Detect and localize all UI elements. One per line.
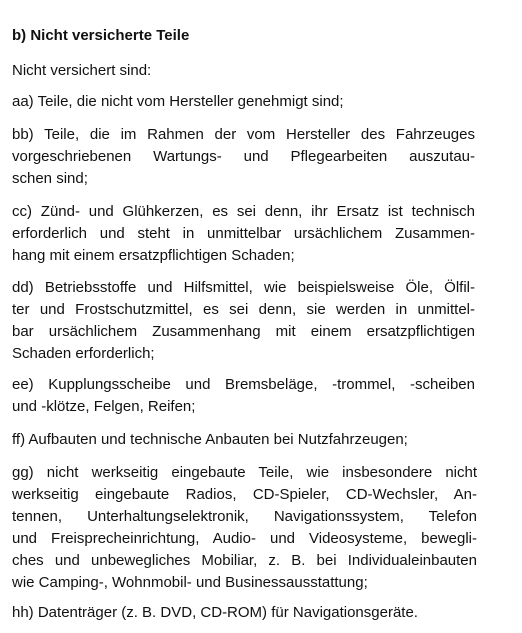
item-line: hh) Datenträger (z. B. DVD, CD-ROM) für Navigationsgeräte.	[12, 604, 418, 621]
item-line: dd) Betriebsstoffe und Hilfsmittel, wie beispielsweise Öle, Ölfil-	[12, 279, 475, 296]
item-line: vorgeschriebenen Wartungs- und Pflegearbeiten auszutau-	[12, 148, 475, 165]
item-line: tennen, Unterhaltungselektronik, Navigationssystem, Telefon	[12, 508, 477, 525]
item-line: Schaden erforderlich;	[12, 345, 155, 362]
intro-line: Nicht versichert sind:	[12, 62, 152, 79]
item-line: werkseitig eingebaute Radios, CD-Spieler, CD-Wechsler, An-	[12, 486, 477, 503]
item-line: und Freisprecheinrichtung, Audio- und Videosysteme, bewegli-	[12, 530, 477, 547]
item-line: ff) Aufbauten und technische Anbauten bei Nutzfahrzeugen;	[12, 431, 408, 448]
item-line: bb) Teile, die im Rahmen der vom Hersteller des Fahrzeuges	[12, 126, 475, 143]
section-heading: b) Nicht versicherte Teile	[12, 27, 190, 44]
item-line: aa) Teile, die nicht vom Hersteller genehmigt sind;	[12, 93, 344, 110]
item-line: hang mit einem ersatzpflichtigen Schaden;	[12, 247, 295, 264]
item-line: ches und unbewegliches Mobiliar, z. B. bei Individualeinbauten	[12, 552, 477, 569]
item-line: ee) Kupplungsscheibe und Bremsbeläge, -trommel, -scheiben	[12, 376, 475, 393]
item-line: ter und Frostschutzmittel, es sei denn, sie werden in unmittel-	[12, 301, 475, 318]
item-line: cc) Zünd- und Glühkerzen, es sei denn, ihr Ersatz ist technisch	[12, 203, 475, 220]
item-line: schen sind;	[12, 170, 88, 187]
item-line: gg) nicht werkseitig eingebaute Teile, wie insbesondere nicht	[12, 464, 477, 481]
item-line: erforderlich und steht in unmittelbar ursächlichem Zusammen-	[12, 225, 475, 242]
item-line: wie Camping-, Wohnmobil- und Businessausstattung;	[12, 574, 368, 591]
item-line: und -klötze, Felgen, Reifen;	[12, 398, 196, 415]
item-line: bar ursächlichem Zusammenhang mit einem ersatzpflichtigen	[12, 323, 475, 340]
